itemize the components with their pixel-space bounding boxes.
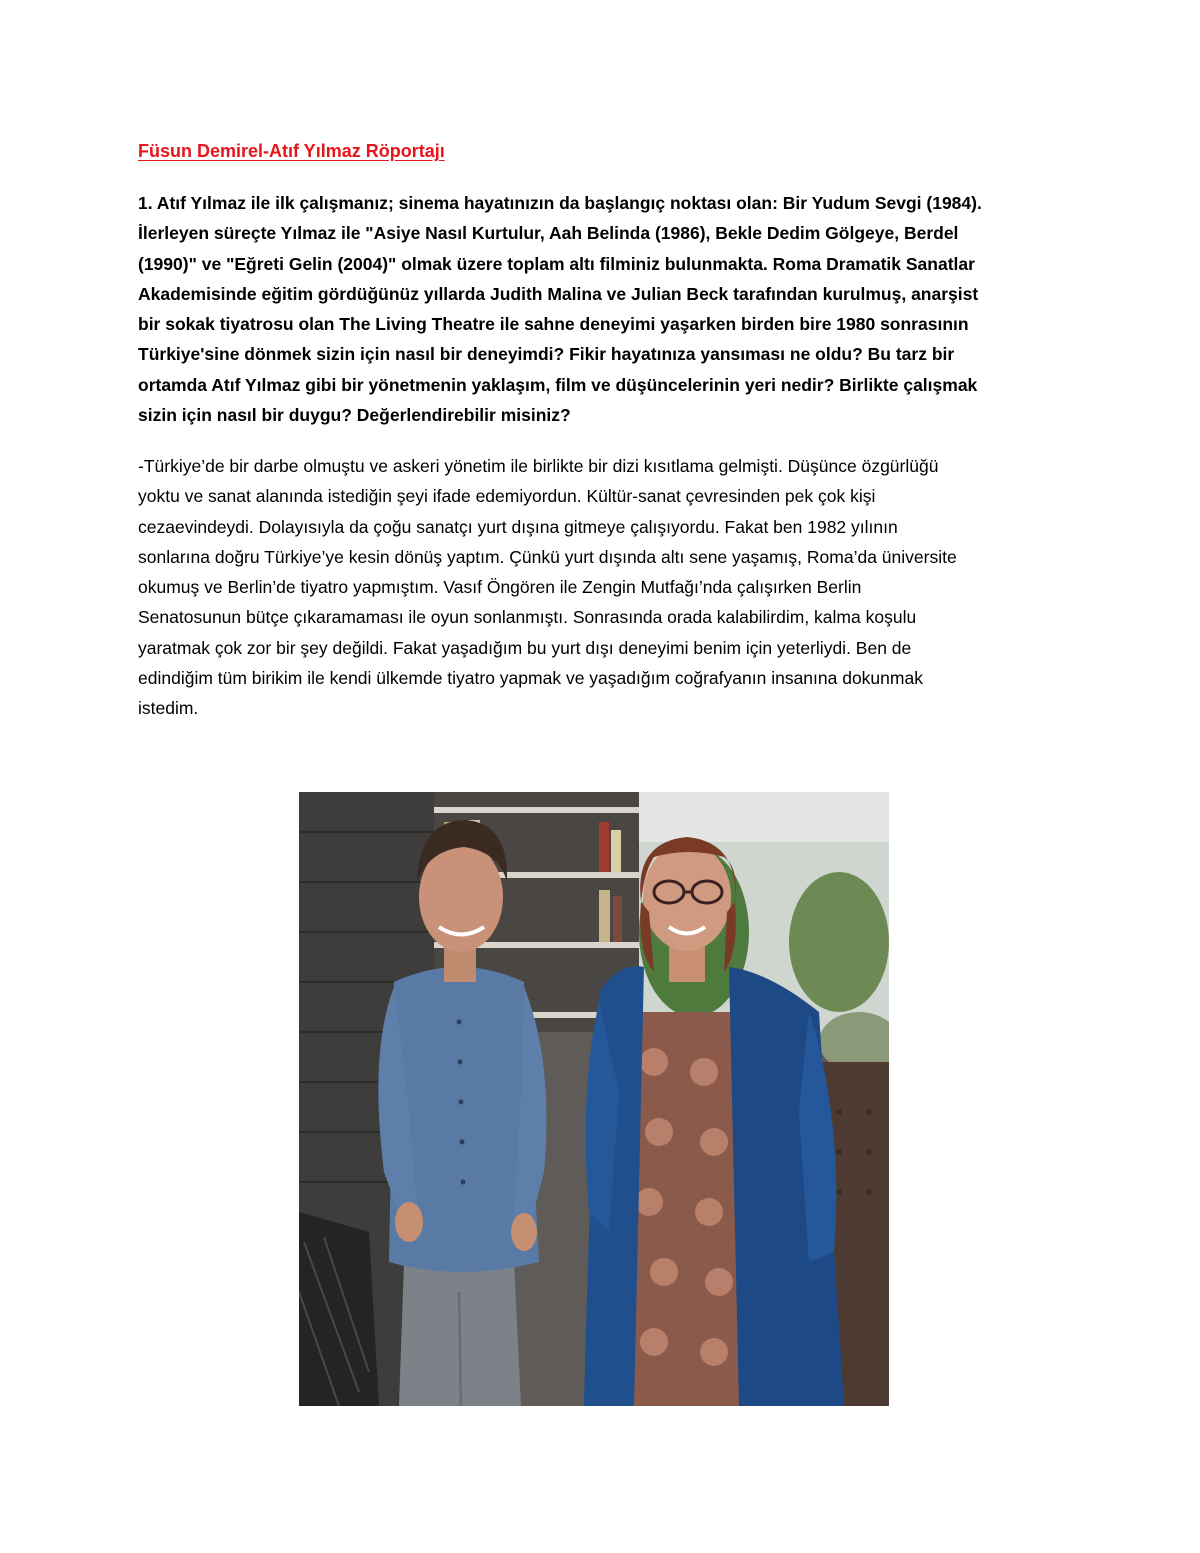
question-line: Akademisinde eğitim gördüğünüz yıllarda Judith Malina ve Julian Beck tarafından kurulmuş, anarşist — [138, 283, 979, 304]
question-line: bir sokak tiyatrosu olan The Living Theatre ile sahne deneyimi yaşarken birden bire 1980 sonrasının — [138, 314, 969, 335]
question-paragraph — [138, 188, 1078, 430]
answer-line: okumuş ve Berlin’de tiyatro yapmıştım. Vasıf Öngören ile Zengin Mutfağı’nda çalışırken Berlin — [138, 577, 862, 598]
answer-line: edindiğim tüm birikim ile kendi ülkemde tiyatro yapmak ve yaşadığım coğrafyanın insanına dokunmak — [138, 668, 923, 689]
answer-line: istedim. — [138, 698, 199, 719]
answer-line: -Türkiye’de bir darbe olmuştu ve askeri yönetim ile birlikte bir dizi kısıtlama gelmişti. Düşünce özgürlüğü — [138, 456, 939, 476]
question-line: (1990)" ve "Eğreti Gelin (2004)" olmak üzere toplam altı filminiz bulunmakta. Roma Dramatik Sanatlar — [138, 253, 975, 274]
interview-photo — [299, 792, 889, 1406]
question-line: 1. Atıf Yılmaz ile ilk çalışmanız; sinema hayatınızın da başlangıç noktası olan: Bir Yudum Sevgi (1984). — [138, 193, 982, 213]
answer-line: cezaevindeydi. Dolayısıyla da çoğu sanatçı yurt dışına gitmeye çalışıyordu. Fakat ben 1982 yılının — [138, 516, 898, 537]
answer-line: yoktu ve sanat alanında istediğin şeyi ifade edemiyordun. Kültür-sanat çevresinden pek çok kişi — [138, 486, 876, 507]
answer-paragraph — [138, 451, 1078, 724]
answer-line: yaratmak çok zor bir şey değildi. Fakat yaşadığım bu yurt dışı deneyimi benim için yeterliydi. Ben de — [138, 637, 912, 658]
answer-line: sonlarına doğru Türkiye’ye kesin dönüş yaptım. Çünkü yurt dışında altı sene yaşamış, Roma’da üniversite — [138, 546, 957, 567]
question-line: Türkiye'sine dönmek sizin için nasıl bir deneyimdi? Fikir hayatınıza yansıması ne oldu? Bu tarz bir — [138, 344, 955, 365]
question-line: ortamda Atıf Yılmaz gibi bir yönetmenin yaklaşım, film ve düşüncelerinin yeri nedir? Birlikte çalışmak — [138, 374, 978, 395]
question-line: sizin için nasıl bir duygu? Değerlendirebilir misiniz? — [138, 405, 571, 426]
interview-title: Füsun Demirel-Atıf Yılmaz Röportajı — [138, 141, 445, 161]
answer-line: Senatosunun bütçe çıkaramaması ile oyun sonlanmıştı. Sonrasında orada kalabilirdim, kalma koşulu — [138, 607, 917, 628]
question-line: İlerleyen süreçte Yılmaz ile "Asiye Nasıl Kurtulur, Aah Belinda (1986), Bekle Dedim Gölgeye, Berdel — [138, 223, 959, 244]
